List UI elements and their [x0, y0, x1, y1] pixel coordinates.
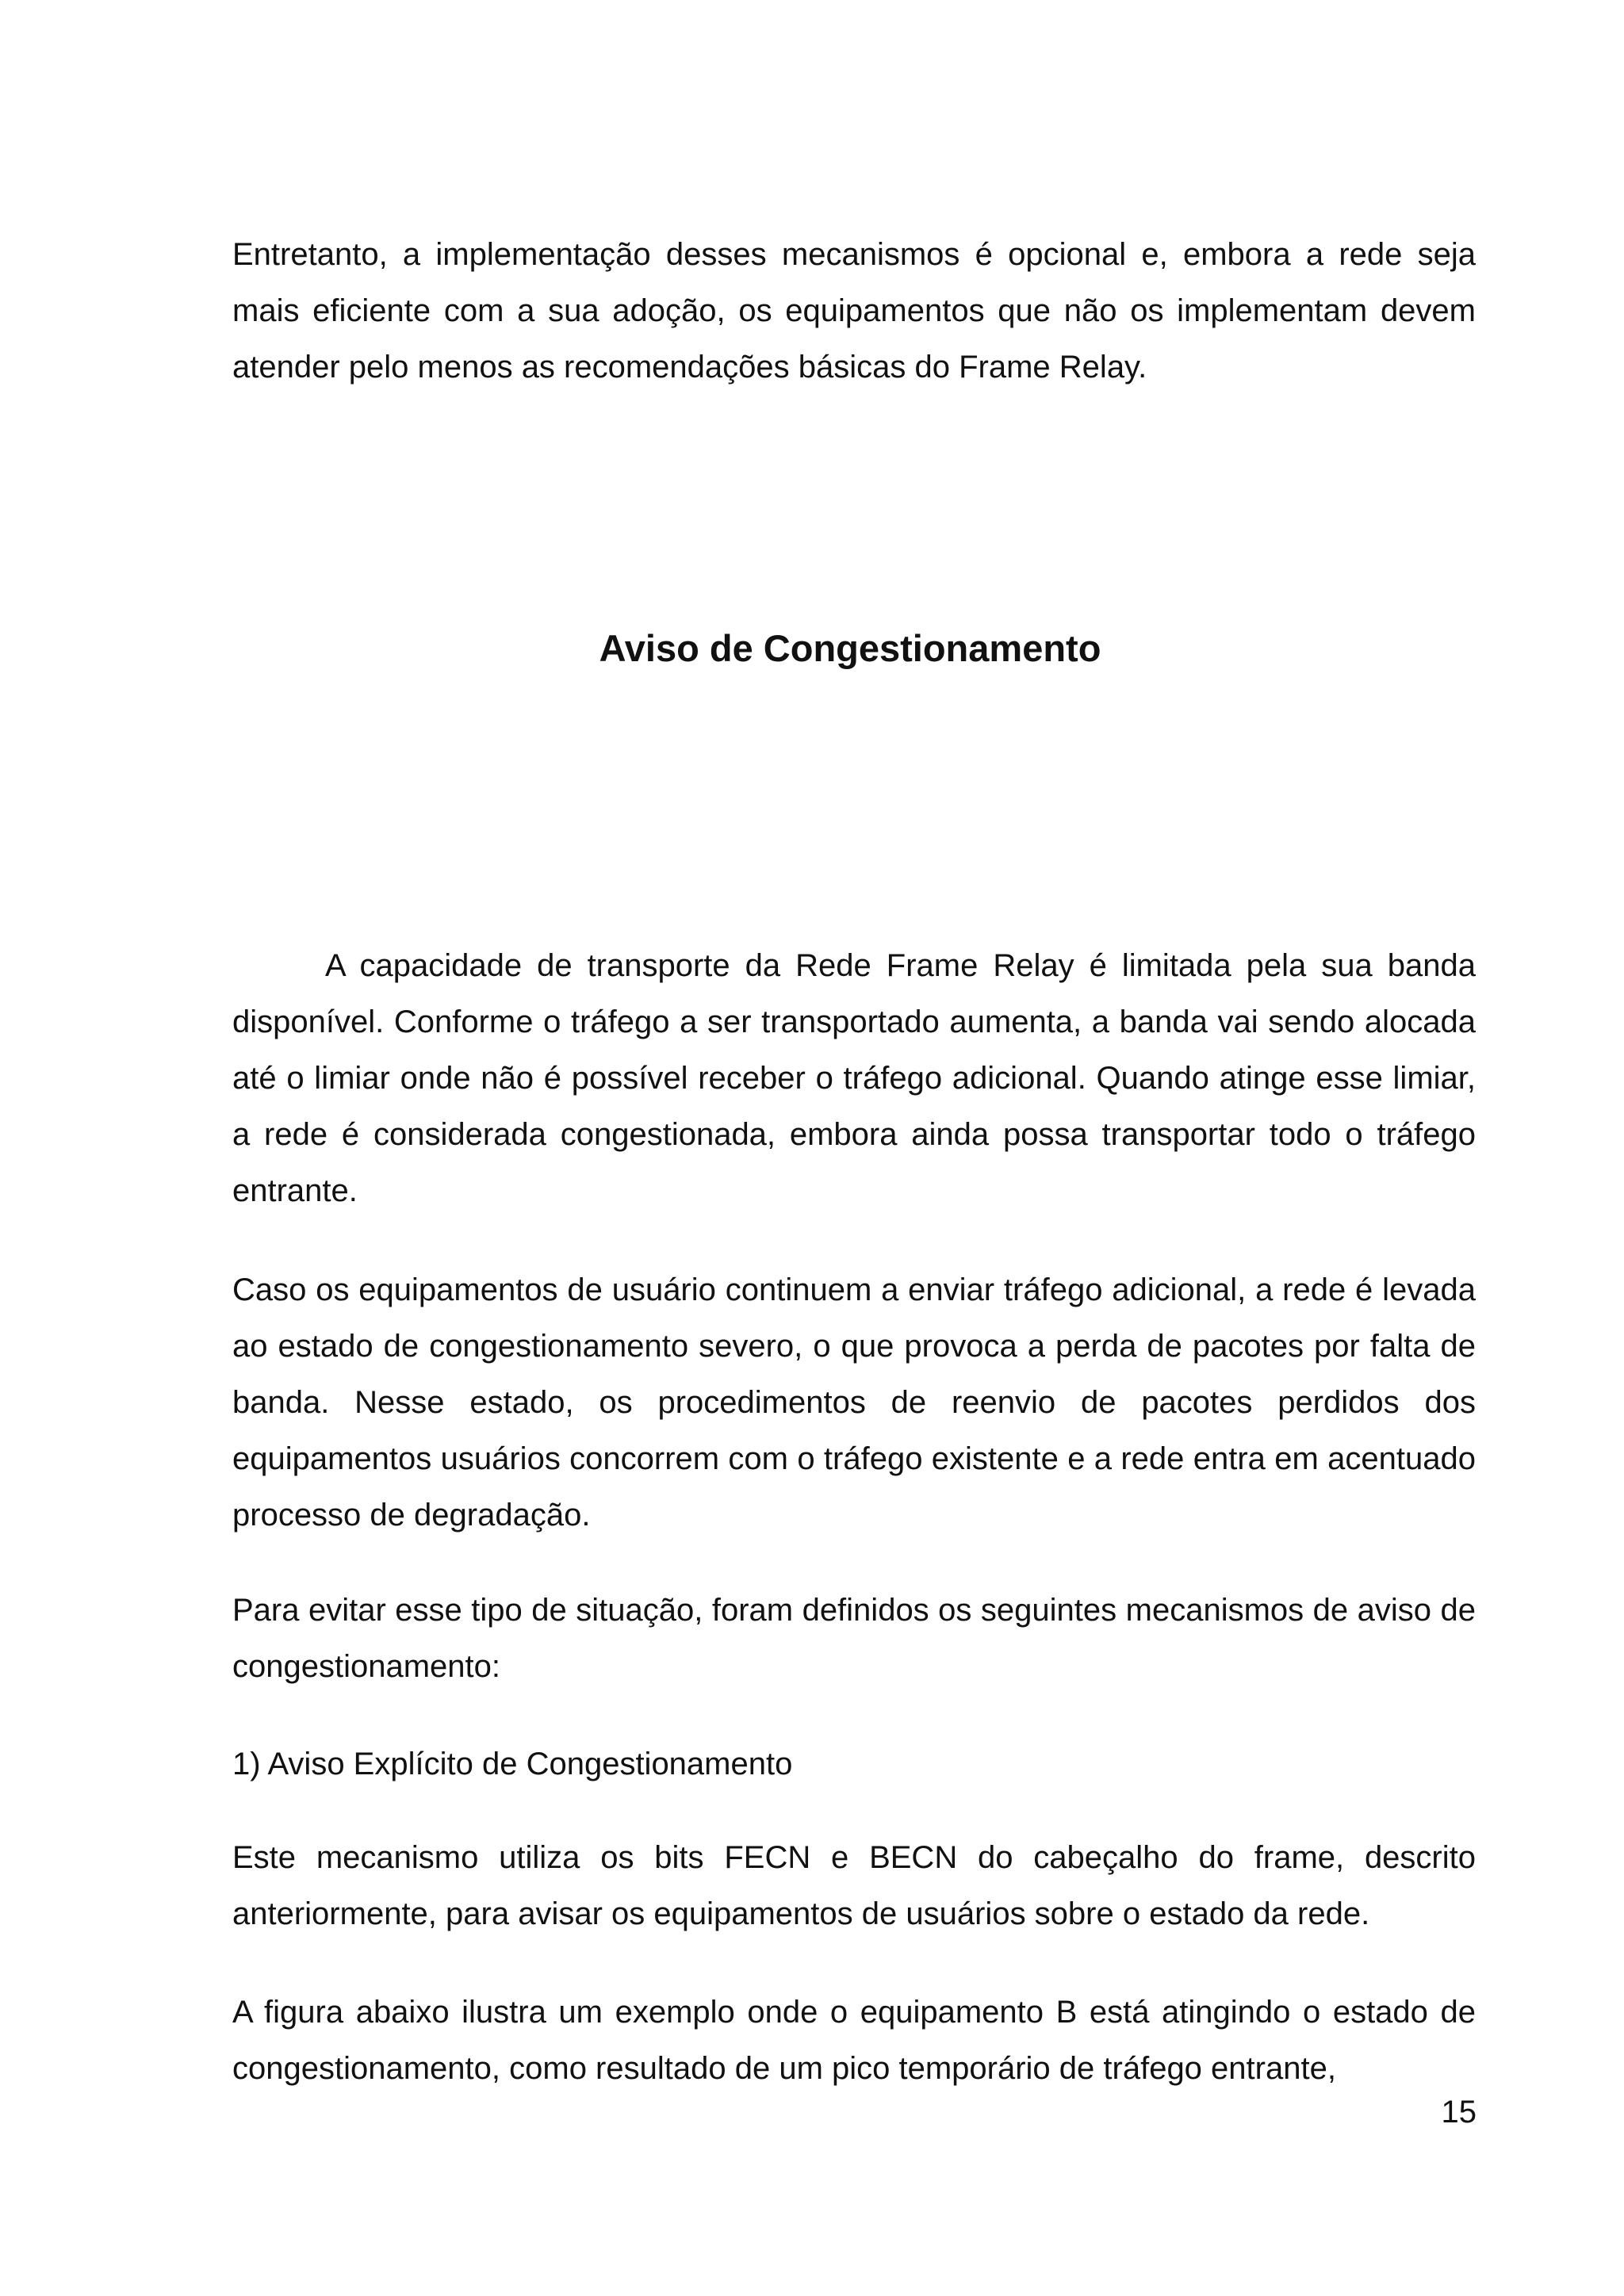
page-number: 15: [1441, 2095, 1477, 2130]
paragraph-mechanisms: Para evitar esse tipo de situação, foram definidos os seguintes mecanismos de aviso de congestionamento:: [232, 1593, 1476, 1684]
paragraph-figure-intro: A figura abaixo ilustra um exemplo onde o equipamento B está atingindo o estado de congestionamento, como resultado de um pico temporário de tráfego entrante,: [232, 1995, 1476, 2086]
paragraph-fecn-becn: Este mecanismo utiliza os bits FECN e BECN do cabeçalho do frame, descrito anteriormente, para avisar os equipamentos de usuários sobre o estado da rede.: [232, 1840, 1476, 1931]
paragraph-capacity: A capacidade de transporte da Rede Frame Relay é limitada pela sua banda disponível. Conforme o tráfego a ser transportado aumenta, a banda vai sendo alocada até o limiar onde não é possível receber o tráfego adicional. Quando atinge esse limiar, a rede é considerada congestionada, embora ainda possa transportar todo o tráfego entrante.: [232, 948, 1476, 1208]
paragraph-intro: Entretanto, a implementação desses mecanismos é opcional e, embora a rede seja mais eficiente com a sua adoção, os equipamentos que não os implementam devem atender pelo menos as recomendações básicas do Frame Relay.: [232, 237, 1476, 385]
list-item-explicit-notification: 1) Aviso Explícito de Congestionamento: [232, 1747, 793, 1781]
paragraph-severe-congestion: Caso os equipamentos de usuário continuem a enviar tráfego adicional, a rede é levada ao estado de congestionamento severo, o que provoca a perda de pacotes por falta de banda. Nesse estado, os procedimentos de reenvio de pacotes perdidos dos equipamentos usuários concorrem com o tráfego existente e a rede entra em acentuado processo de degradação.: [232, 1272, 1476, 1533]
section-heading: Aviso de Congestionamento: [599, 627, 1101, 669]
